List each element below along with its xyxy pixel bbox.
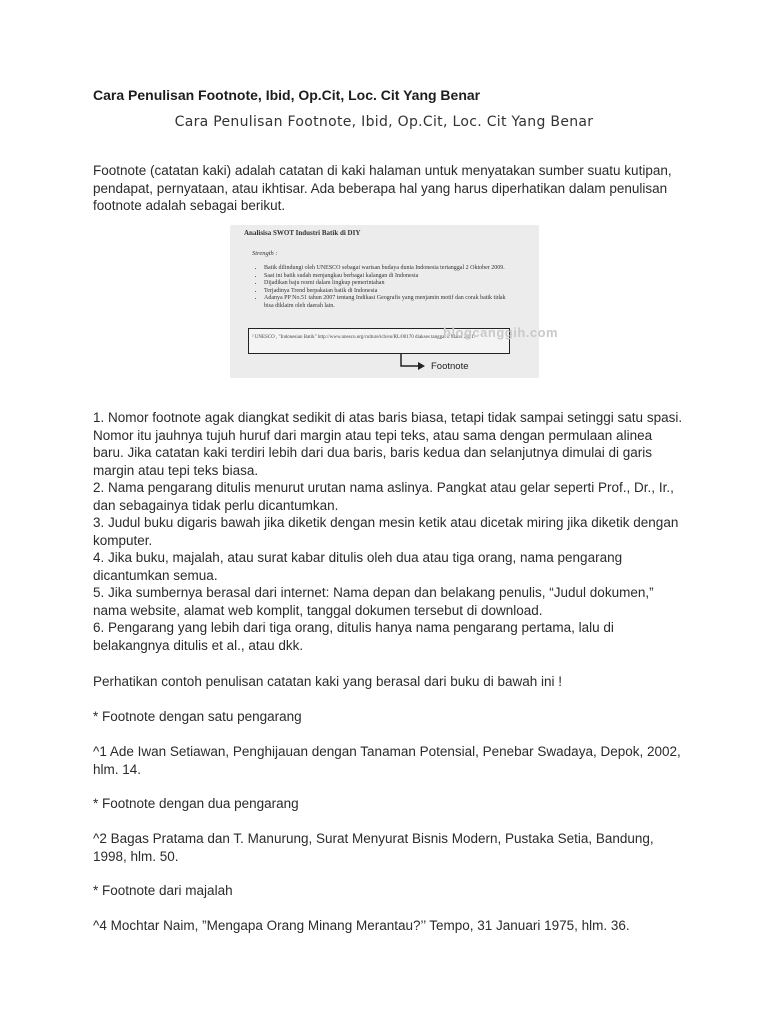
figure-bullet-list <box>256 265 514 311</box>
example-heading: * Footnote dengan dua pengarang <box>93 796 299 811</box>
example-entry: ^1 Ade Iwan Setiawan, Penghijauan dengan Tanaman Potensial, Penebar Swadaya, Depok, 2002, hlm. 14. <box>93 744 681 777</box>
arrow-icon <box>398 354 428 374</box>
rule-item: 4. Jika buku, majalah, atau surat kabar ditulis oleh dua atau tiga orang, nama pengarang dicantumkan semua. <box>93 550 623 583</box>
intro-paragraph: Footnote (catatan kaki) adalah catatan di kaki halaman untuk menyatakan sumber suatu kutipan, pendapat, pernyataan, atau ikhtisar. Ada beberapa hal yang harus diperhatikan dalam penulisan footnote adalah sebagai berikut. <box>93 163 672 213</box>
footnote-example-image <box>230 225 559 378</box>
figure-subheading: Strength : <box>252 250 278 257</box>
footnote-label: Footnote <box>431 361 469 372</box>
figure-bullet: • Dijadikan baju resmi dalam lingkup pemerintahan <box>264 280 514 288</box>
watermark-text: blogcanggih.com <box>443 325 559 340</box>
figure-bullet: • Batik dilindungi oleh UNESCO sebagai warisan budaya dunia Indonesia tertanggal 2 Oktober 2009. <box>264 265 514 273</box>
rule-item: 2. Nama pengarang ditulis menurut urutan nama aslinya. Pangkat atau gelar seperti Prof., Dr., Ir., dan sebagainya tidak perlu dicantumkan. <box>93 480 674 513</box>
example-heading: * Footnote dengan satu pengarang <box>93 709 302 724</box>
rule-item: 5. Jika sumbernya berasal dari internet: Nama depan dan belakang penulis, “Judul dokumen,” nama website, alamat web komplit, tanggal dokumen tersebut di download. <box>93 585 654 618</box>
page-subtitle: Cara Penulisan Footnote, Ibid, Op.Cit, Loc. Cit Yang Benar <box>174 114 594 130</box>
examples-intro: Perhatikan contoh penulisan catatan kaki yang berasal dari buku di bawah ini ! <box>93 674 563 689</box>
figure-bullet: • Saat ini batik sudah menjangkau berbagai kalangan di Indonesia <box>264 273 514 281</box>
figure-bullet: • Adanya PP No.51 tahun 2007 tentang Indikasi Geografis yang menjamin motif dan corak batik tidak bisa diklaim oleh daerah lain. <box>264 295 514 310</box>
rule-item: 1. Nomor footnote agak diangkat sedikit di atas baris biasa, tetapi tidak sampai setinggi satu spasi. Nomor itu jauhnya tujuh huruf dari margin atau tepi teks, atau sama dengan permulaan alinea baru. Jika catatan kaki terdiri lebih dari dua baris, baris kedua dan selanjutnya dimulai di garis margin atau tepi teks biasa. <box>93 410 683 478</box>
rule-item: 3. Judul buku digaris bawah jika diketik dengan mesin ketik atau dicetak miring jika diketik dengan komputer. <box>93 515 679 548</box>
example-entry: ^2 Bagas Pratama dan T. Manurung, Surat Menyurat Bisnis Modern, Pustaka Setia, Bandung, 1998, hlm. 50. <box>93 831 654 864</box>
example-entry: ^4 Mochtar Naim, ”Mengapa Orang Minang Merantau?’’ Tempo, 31 Januari 1975, hlm. 36. <box>93 918 630 933</box>
example-heading: * Footnote dari majalah <box>93 883 233 898</box>
figure-heading: Analisisa SWOT Industri Batik di DIY <box>244 229 361 237</box>
rule-item: 6. Pengarang yang lebih dari tiga orang, ditulis hanya nama pengarang pertama, lalu di belakangnya ditulis et al., atau dkk. <box>93 620 614 653</box>
figure-bullet: • Terjadinya Trend berpakaian batik di Indonesia <box>264 288 514 296</box>
rules-list <box>93 409 683 654</box>
page-title: Cara Penulisan Footnote, Ibid, Op.Cit, Loc. Cit Yang Benar <box>93 87 481 103</box>
figure-footnote-text: ² UNESCO , "Indonesian Batik" http://www.unesco.org/culture/ich/en/RL/00170 diakses tanggal 2 Maret 2011. <box>252 335 476 340</box>
